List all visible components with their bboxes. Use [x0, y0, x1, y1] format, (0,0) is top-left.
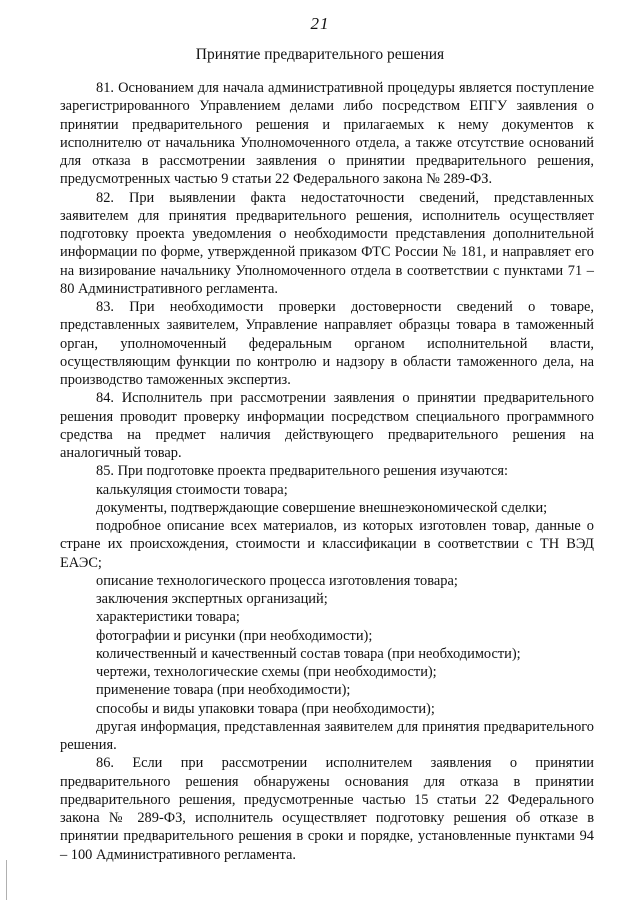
document-body	[60, 79, 594, 864]
list-item: другая информация, представленная заявителем для принятия предварительного решения.	[60, 718, 594, 753]
list-item: фотографии и рисунки (при необходимости);	[96, 627, 373, 644]
studied-documents-list	[60, 481, 594, 755]
list-item: описание технологического процесса изготовления товара;	[96, 572, 458, 589]
list-item: подробное описание всех материалов, из которых изготовлен товар, данные о стране их происхождения, стоимости и классификации в соответствии с ТН ВЭД ЕАЭС;	[60, 518, 594, 571]
section-title: Принятие предварительного решения	[195, 46, 445, 63]
paragraph-83: 83. При необходимости проверки достоверности сведений о товаре, представленных заявителем, Управление направляет образцы товара в таможенный орган, уполномоченный федеральным органом исполнительной власти, осуществляющим функции по контролю и надзору в области таможенного дела, на производство таможенных экспертиз.	[60, 299, 594, 388]
paragraph-85: 85. При подготовке проекта предварительного решения изучаются:	[96, 463, 509, 480]
list-item: документы, подтверждающие совершение внешнеэкономической сделки;	[96, 499, 548, 516]
list-item: калькуляция стоимости товара;	[96, 481, 288, 498]
scan-margin-line	[6, 860, 7, 900]
list-item: чертежи, технологические схемы (при необходимости);	[96, 664, 437, 680]
list-item: заключения экспертных организаций;	[96, 591, 328, 607]
paragraph-84: 84. Исполнитель при рассмотрении заявления о принятии предварительного решения проводит проверку информации посредством специального программного средства на предмет наличия действующего предварительного решения на аналогичный товар.	[60, 390, 594, 461]
paragraph-86: 86. Если при рассмотрении исполнителем заявления о принятии предварительного решения обнаружены основания для отказа в принятии предварительного решения, предусмотренные частью 15 статьи 22 Федерального закона № 289-ФЗ, исполнитель осуществляет подготовку решения об отказе в принятии предварительного решения в сроки и порядке, установленные пунктами 94 – 100 Административного регламента.	[60, 755, 594, 863]
list-item: количественный и качественный состав товара (при необходимости);	[96, 645, 521, 662]
list-item: применение товара (при необходимости);	[96, 682, 351, 699]
paragraph-81: 81. Основанием для начала административной процедуры является поступление зарегистрированного Управлением делами либо посредством ЕПГУ заявления о принятии предварительного решения и прилагаемых к нему документов к исполнителю от начальника Уполномоченного отдела, а также отсутствие оснований для отказа в рассмотрении заявления о принятии предварительного решения, предусмотренных частью 9 статьи 22 Федерального закона № 289-ФЗ.	[60, 80, 594, 188]
list-item: способы и виды упаковки товара (при необходимости);	[96, 700, 435, 717]
page-number: 21	[310, 14, 330, 33]
list-item: характеристики товара;	[96, 609, 240, 626]
paragraph-82: 82. При выявлении факта недостаточности сведений, представленных заявителем для принятия предварительного решения, исполнитель осуществляет подготовку проекта уведомления о необходимости представления дополнительной информации по форме, утвержденной приказом ФТС России № 181, и направляет его на визирование начальнику Уполномоченного отдела в соответствии с пунктами 71 – 80 Административного регламента.	[60, 189, 594, 297]
